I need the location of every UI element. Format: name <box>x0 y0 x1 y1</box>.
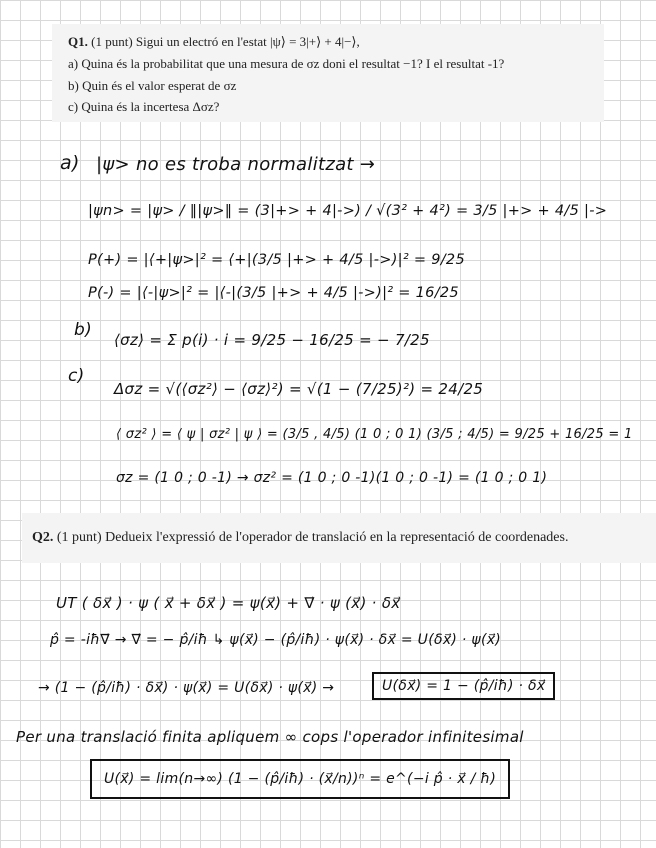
answer-a-label: a) <box>60 152 80 174</box>
normalization-equation: |ψn> = |ψ> / ‖|ψ>‖ = (3|+> + 4|->) / √(3² + 4²) = 3/5 |+> + 4/5 |-> <box>88 203 608 219</box>
q1-line2: a) Quina és la probabilitat que una mesura de σz doni el resultat −1? I el resultat -1? <box>68 56 505 71</box>
taylor-expansion: UT ( δx⃗ ) · ψ ( x⃗ + δx⃗ ) = ψ(x⃗) + ∇⃗ · ψ (x⃗) · δx⃗ <box>56 594 401 612</box>
finite-operator-result: U(x⃗) = lim(n→∞) (1 − (p̂/iħ) · (x⃗/n))ⁿ = e^(−i p̂ · x⃗ / ħ) <box>90 759 510 799</box>
finite-translation-text: Per una translació finita apliquem ∞ cops l'operador infinitesimal <box>16 728 524 746</box>
uncertainty-equation: Δσz = √(⟨σz²⟩ − ⟨σz⟩²) = √(1 − (7/25)²) = 24/25 <box>114 380 484 398</box>
q2-statement <box>22 513 656 563</box>
q2-line <box>32 530 568 546</box>
answer-c-label: c) <box>68 366 85 386</box>
expectation-value: ⟨σz⟩ = Σ p(i) · i = 9/25 − 16/25 = − 7/25 <box>114 331 430 349</box>
operator-derivation: → (1 − (p̂/iħ) · δx⃗) · ψ(x⃗) = U(δx⃗) · ψ(x⃗) → <box>38 680 335 696</box>
q2-number: Q2. <box>32 530 54 545</box>
q1-number: Q1. <box>68 34 88 49</box>
q1-statement <box>52 24 604 122</box>
q2-text: (1 punt) Dedueix l'expressió de l'operador de translació en la representació de coordenades. <box>56 530 569 545</box>
q1-line1-text: (1 punt) Sigui un electró en l'estat |ψ⟩ = 3|+⟩ + 4|−⟩, <box>91 34 360 49</box>
probability-minus: P(-) = |⟨-|ψ>|² = |⟨-|(3/5 |+> + 4/5 |->)|² = 16/25 <box>88 285 459 301</box>
sigma-squared-expectation: ⟨ σz² ⟩ = ⟨ ψ | σz² | ψ ⟩ = (3/5 , 4/5) (1 0 ; 0 1) (3/5 ; 4/5) = 9/25 + 16/25 = 1 <box>116 427 633 442</box>
sigma-matrix: σz = (1 0 ; 0 -1) → σz² = (1 0 ; 0 -1)(1 0 ; 0 -1) = (1 0 ; 0 1) <box>116 470 548 486</box>
q1-line4: c) Quina és la incertesa Δσz? <box>68 99 220 114</box>
q1-line1 <box>68 34 360 50</box>
infinitesimal-operator-result: U(δx⃗) = 1 − (p̂/iħ) · δx⃗ <box>372 672 555 700</box>
momentum-operator: p̂ = -iħ∇⃗ → ∇⃗ = − p̂/iħ ↳ ψ(x⃗) − (p̂/iħ) · ψ(x⃗) · δx⃗ = U(δx⃗) · ψ(x⃗) <box>50 632 502 648</box>
q1-line3: b) Quin és el valor esperat de σz <box>68 78 237 93</box>
answer-b-label: b) <box>74 320 93 340</box>
probability-plus: P(+) = |⟨+|ψ>|² = ⟨+|(3/5 |+> + 4/5 |->)|² = 9/25 <box>88 252 465 268</box>
answer-a-text: |ψ> no es troba normalitzat → <box>96 154 376 175</box>
